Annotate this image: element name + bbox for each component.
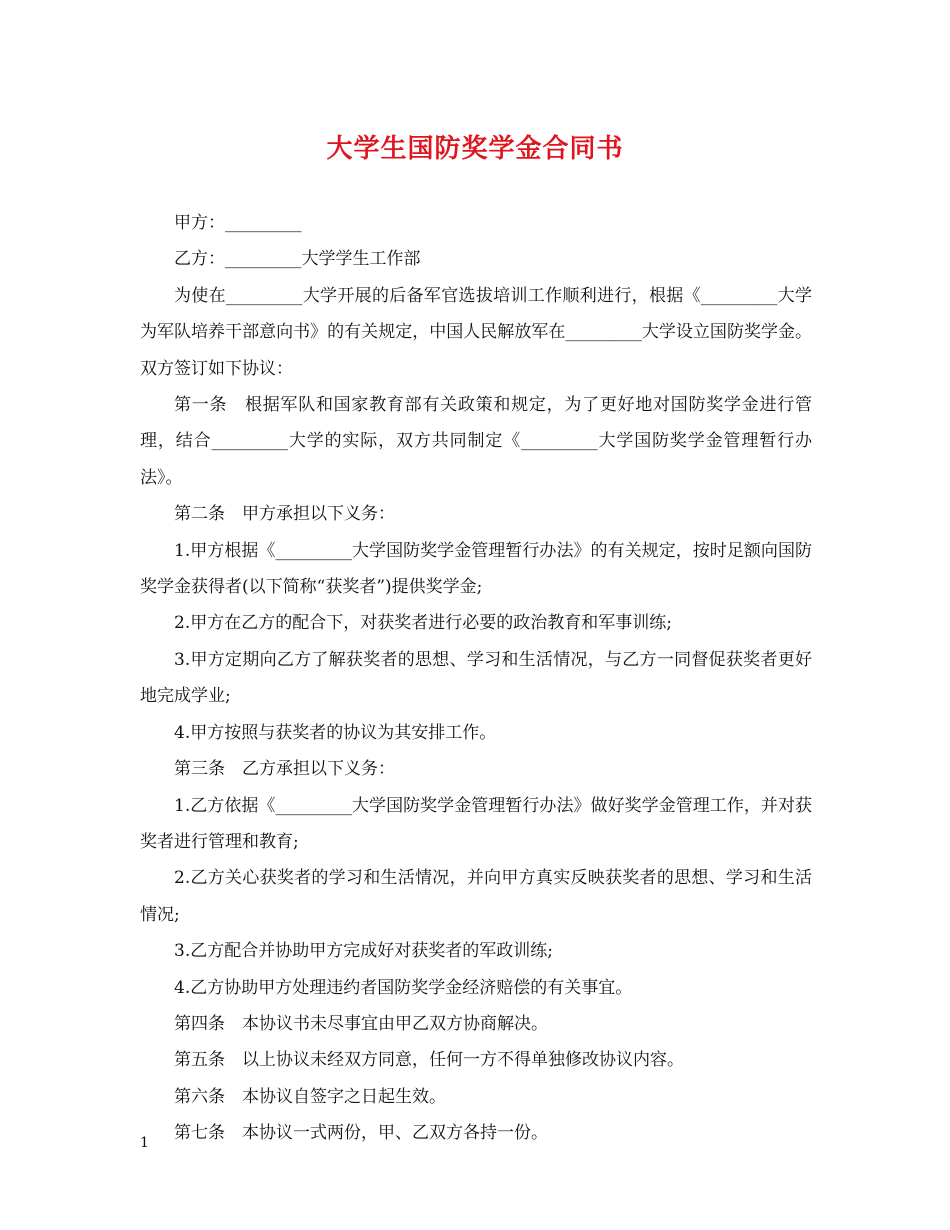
page-number: 1	[140, 1135, 149, 1151]
paragraph-party-b: 乙方：_________大学学生工作部	[174, 249, 421, 270]
paragraph-article-2-item-4: 4.甲方按照与获奖者的协议为其安排工作。	[174, 722, 497, 743]
paragraph-article-2-item-1: 1.甲方根据《_________大学国防奖学金管理暂行办法》的有关规定，按时足额向国防奖学金获得者(以下简称“获奖者”)提供奖学金;	[140, 540, 812, 598]
paragraph-article-6: 第六条 本协议自签字之日起生效。	[174, 1086, 446, 1107]
paragraph-article-2: 第二条 甲方承担以下义务：	[174, 504, 395, 525]
paragraph-article-5: 第五条 以上协议未经双方同意，任何一方不得单独修改协议内容。	[174, 1050, 684, 1071]
paragraph-party-a: 甲方：_________	[174, 213, 302, 233]
paragraph-article-3-item-4: 4.乙方协助甲方处理违约者国防奖学金经济赔偿的有关事宜。	[174, 977, 633, 998]
paragraph-preamble: 为使在_________大学开展的后备军官选拔培训工作顺利进行，根据《_________大学为军队培养干部意向书》的有关规定，中国人民解放军在_________大学设立国防奖学金。双方签订如下协议：	[140, 285, 812, 379]
document-title: 大学生国防奖学金合同书	[326, 134, 624, 164]
paragraph-article-1: 第一条 根据军队和国家教育部有关政策和规定，为了更好地对国防奖学金进行管理，结合_________大学的实际，双方共同制定《_________大学国防奖学金管理暂行办法》。	[140, 395, 812, 488]
paragraph-article-2-item-3: 3.甲方定期向乙方了解获奖者的思想、学习和生活情况，与乙方一同督促获奖者更好地完成学业;	[140, 649, 812, 707]
paragraph-article-2-item-2: 2.甲方在乙方的配合下，对获奖者进行必要的政治教育和军事训练;	[174, 613, 672, 634]
paragraph-article-7: 第七条 本协议一式两份，甲、乙双方各持一份。	[174, 1123, 548, 1144]
paragraph-article-3-item-3: 3.乙方配合并协助甲方完成好对获奖者的军政训练;	[174, 941, 553, 962]
paragraph-article-3-item-1: 1.乙方依据《_________大学国防奖学金管理暂行办法》做好奖学金管理工作，并对获奖者进行管理和教育;	[140, 795, 812, 852]
paragraph-article-3: 第三条 乙方承担以下义务：	[174, 759, 395, 780]
document-body	[140, 205, 812, 1152]
paragraph-article-3-item-2: 2.乙方关心获奖者的学习和生活情况，并向甲方真实反映获奖者的思想、学习和生活情况;	[140, 868, 812, 925]
paragraph-article-4: 第四条 本协议书未尽事宜由甲乙双方协商解决。	[174, 1013, 548, 1034]
